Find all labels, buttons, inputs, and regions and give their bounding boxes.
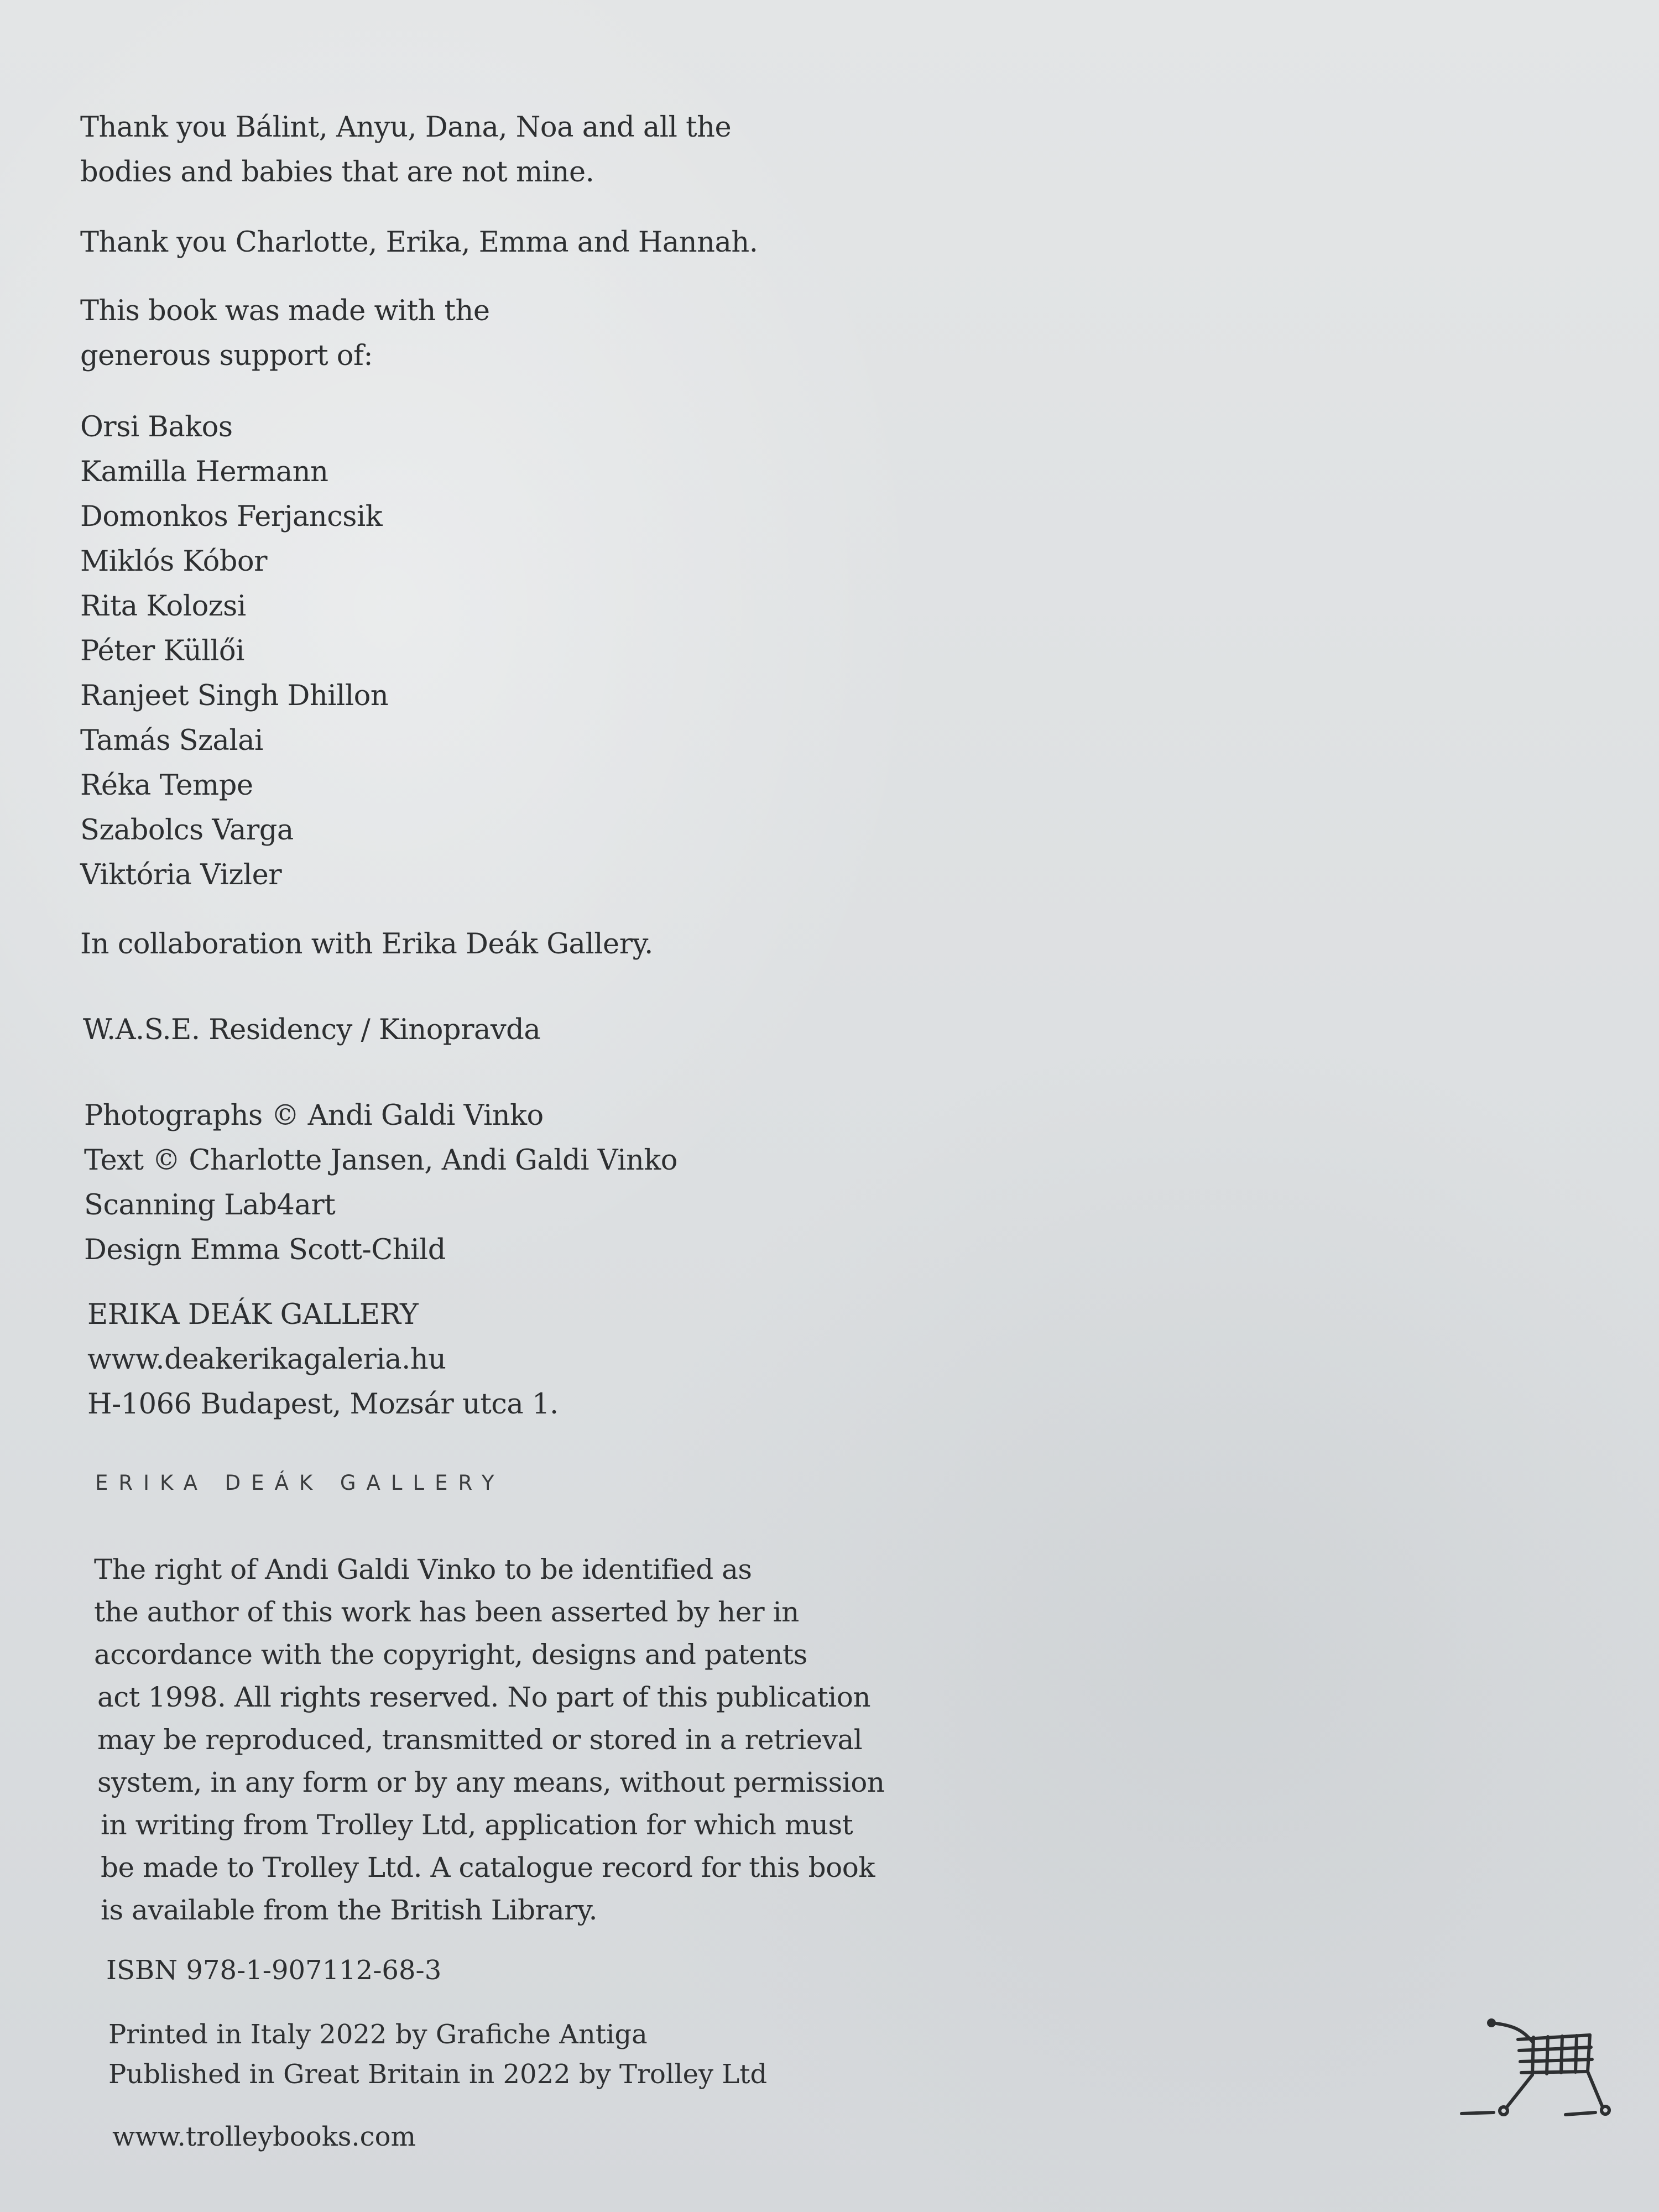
supporter-name: Péter Küllői [80,635,244,667]
thanks-collaborators-line: Thank you Charlotte, Erika, Emma and Hannah. [80,226,758,259]
supporter-name: Szabolcs Varga [80,814,294,847]
credit-line: Text © Charlotte Jansen, Andi Galdi Vinko [84,1144,677,1177]
supporter-name: Ranjeet Singh Dhillon [80,680,389,712]
supporter-name: Miklós Kóbor [80,545,268,578]
copyright-line: be made to Trolley Ltd. A catalogue record for this book [101,1851,875,1884]
printing-info [108,2015,767,2094]
isbn: ISBN 978-1-907112-68-3 [106,1955,442,1986]
gallery-info [87,1292,559,1427]
supporter-name: Orsi Bakos [80,411,233,444]
copyright-line: the author of this work has been asserted by her in [94,1596,799,1628]
gallery-address: H-1066 Budapest, Mozsár utca 1. [87,1388,559,1421]
printing-line: Published in Great Britain in 2022 by Trolley Ltd [108,2059,768,2090]
supporter-name: Réka Tempe [80,769,253,802]
credit-line: Photographs © Andi Galdi Vinko [84,1099,544,1132]
copyright-notice [94,1548,885,1932]
supporter-name: Rita Kolozsi [80,590,246,623]
thanks-collaborators [80,220,758,265]
trolley-cart-icon [1457,2013,1612,2132]
gallery-name: ERIKA DEÁK GALLERY [87,1298,419,1331]
copyright-line: in writing from Trolley Ltd, application for which must [101,1809,853,1841]
copyright-line: The right of Andi Galdi Vinko to be identified as [94,1553,752,1585]
residency-note [83,1008,540,1052]
supporter-name: Viktória Vizler [80,859,282,891]
printing-line: Printed in Italy 2022 by Grafiche Antiga [108,2019,648,2050]
gallery-url: www.deakerikagaleria.hu [87,1343,446,1376]
copyright-line: accordance with the copyright, designs and patents [94,1639,807,1671]
thanks-family-line: Thank you Bálint, Anyu, Dana, Noa and all the [80,111,732,144]
supporters-list [80,405,388,898]
collaboration-line: In collaboration with Erika Deák Gallery. [80,928,653,961]
gallery-logo: ERIKA DEÁK GALLERY [95,1471,505,1495]
support-intro-line: This book was made with the [80,295,490,327]
supporter-name: Domonkos Ferjancsik [80,500,383,533]
credits-list [84,1093,677,1272]
support-intro [80,289,490,378]
residency-line: W.A.S.E. Residency / Kinopravda [83,1014,541,1046]
supporter-name: Tamás Szalai [80,724,263,757]
thanks-family [80,105,731,195]
copyright-line: is available from the British Library. [101,1894,598,1926]
copyright-line: may be reproduced, transmitted or stored in a retrieval [97,1724,863,1756]
publisher-website: www.trolleybooks.com [112,2121,416,2152]
copyright-line: act 1998. All rights reserved. No part of this publication [97,1681,871,1713]
thanks-family-line: bodies and babies that are not mine. [80,156,594,189]
credit-line: Scanning Lab4art [84,1189,336,1222]
credit-line: Design Emma Scott-Child [84,1234,446,1266]
copyright-line: system, in any form or by any means, without permission [97,1766,885,1798]
supporter-name: Kamilla Hermann [80,456,328,488]
collaboration-note [80,922,653,967]
support-intro-line: generous support of: [80,340,373,372]
